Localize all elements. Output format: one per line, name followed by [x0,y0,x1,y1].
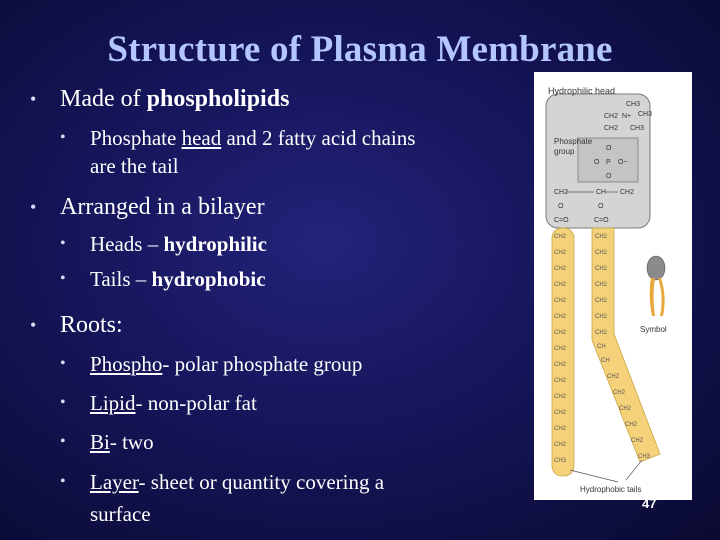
sub-bullet-text-cont: are the tail [90,154,179,178]
bullet-dot: • [30,197,37,217]
bold-term: hydrophobic [151,267,266,291]
ch2-label: CH2 [631,438,644,444]
ch3-label: CH3 [626,101,641,108]
ch2-label: CH2 [554,250,567,256]
nitrogen-label: N+ [622,113,632,120]
bullet-dot: • [60,473,66,490]
ch3-label: CH3 [638,111,653,118]
oxygen-label: O [606,173,612,180]
sub-bullet-bi [60,428,154,456]
hydrophilic-head-label: Hydrophilic head [548,86,616,96]
bullet-text: Arranged in a bilayer [60,194,265,220]
sub-bullet-text: Tails – [90,267,152,291]
symbol-head-icon [647,256,665,280]
phosphate-group-label: Phosphate [554,137,593,146]
sub-bullet-text: - polar phosphate group [162,352,363,376]
sub-bullet-text: - two [109,430,154,454]
oxygen-minus-label: O− [618,159,628,166]
carbonyl-label: C=O [554,217,569,224]
ch2-label: CH2 [607,374,620,380]
bullet-dot: • [30,315,37,335]
sub-bullet-text: - sheet or quantity covering a [138,470,385,494]
ch2-label: CH2 [554,298,567,304]
ch2-label: CH2 [554,442,567,448]
carbonyl-label: C=O [594,217,609,224]
ch-label: CH [601,358,610,364]
ch2-label: CH2 [554,266,567,272]
sub-bullet-text: Phosphate [90,126,182,150]
ch2-label: CH2 [625,422,638,428]
ch2-label: CH2 [554,282,567,288]
ch2-label: CH2 [595,282,608,288]
ch2-label: CH2 [554,314,567,320]
sub-bullet-head-tail [60,124,530,180]
underlined-term: Phospho [90,352,163,376]
bullet-dot: • [60,355,66,372]
slide-title: Structure of Plasma Membrane [107,29,613,70]
ch2-label: CH2 [554,362,567,368]
oxygen-label: O [606,145,612,152]
bullet-text: Roots: [60,312,123,338]
underlined-term: Layer [90,470,139,494]
bullet-dot: • [60,394,66,411]
symbol-tail-icon [650,278,655,316]
ch2-label: CH2 [595,330,608,336]
oxygen-label: O [558,203,564,210]
ch3-label: CH3 [554,458,567,464]
bullet-roots [30,310,123,340]
sub-bullet-heads [60,230,267,258]
sub-bullet-text: - non-polar fat [135,391,257,415]
bold-term: hydrophilic [163,232,267,256]
ch2-label: CH2 [554,394,567,400]
underlined-term: Bi [90,430,110,454]
sub-bullet-text: Heads – [90,232,164,256]
oxygen-label: O [594,159,600,166]
sub-bullet-text: and 2 fatty acid chains [221,126,416,150]
ch2-label: CH2 [604,125,619,132]
bullet-phospholipids [30,84,289,114]
bullet-dot: • [60,270,66,287]
bullet-bold-text: phospholipids [146,86,290,112]
oxygen-label: O [598,203,604,210]
sub-bullet-phospho [60,350,362,378]
sub-bullet-tails [60,265,266,293]
phospholipid-diagram [534,72,692,500]
ch2-label: CH2 [554,426,567,432]
ch-label: CH [596,189,607,196]
symbol-label: Symbol [640,325,667,334]
ch2-label: CH2 [619,406,632,412]
phosphate-group-label-2: group [554,147,575,156]
ch3-label: CH3 [638,454,651,460]
ch2-label: CH2 [554,189,569,196]
ch2-label: CH2 [554,330,567,336]
ch2-label: CH2 [595,250,608,256]
ch2-label: CH2 [554,378,567,384]
bullet-bilayer [30,192,265,222]
ch2-label: CH2 [595,314,608,320]
ch2-label: CH2 [554,346,567,352]
ch-label: CH [597,344,606,350]
bullet-text: Made of [60,86,147,112]
ch2-label: CH2 [554,234,567,240]
page-number: 47 [642,496,657,511]
phosphorus-label: P [606,159,611,166]
bullet-dot: • [30,89,37,109]
underlined-term: Lipid [90,391,136,415]
ch3-label: CH3 [630,125,645,132]
sub-bullet-lipid [60,389,257,417]
hydrophobic-tails-label: Hydrophobic tails [580,485,642,494]
ch2-label: CH2 [595,266,608,272]
underlined-term: head [181,126,222,150]
bullet-dot: • [60,235,66,252]
ch2-label: CH2 [620,189,635,196]
ch2-label: CH2 [604,113,619,120]
sub-bullet-text-cont: surface [90,502,151,526]
symbol-tail-icon [658,278,665,316]
phospholipid-figure [534,72,692,500]
bullet-dot: • [60,129,66,146]
ch2-label: CH2 [613,390,626,396]
ch2-label: CH2 [595,298,608,304]
bullet-dot: • [60,433,66,450]
ch2-label: CH2 [595,234,608,240]
ch2-label: CH2 [554,410,567,416]
sub-bullet-layer [60,468,500,528]
